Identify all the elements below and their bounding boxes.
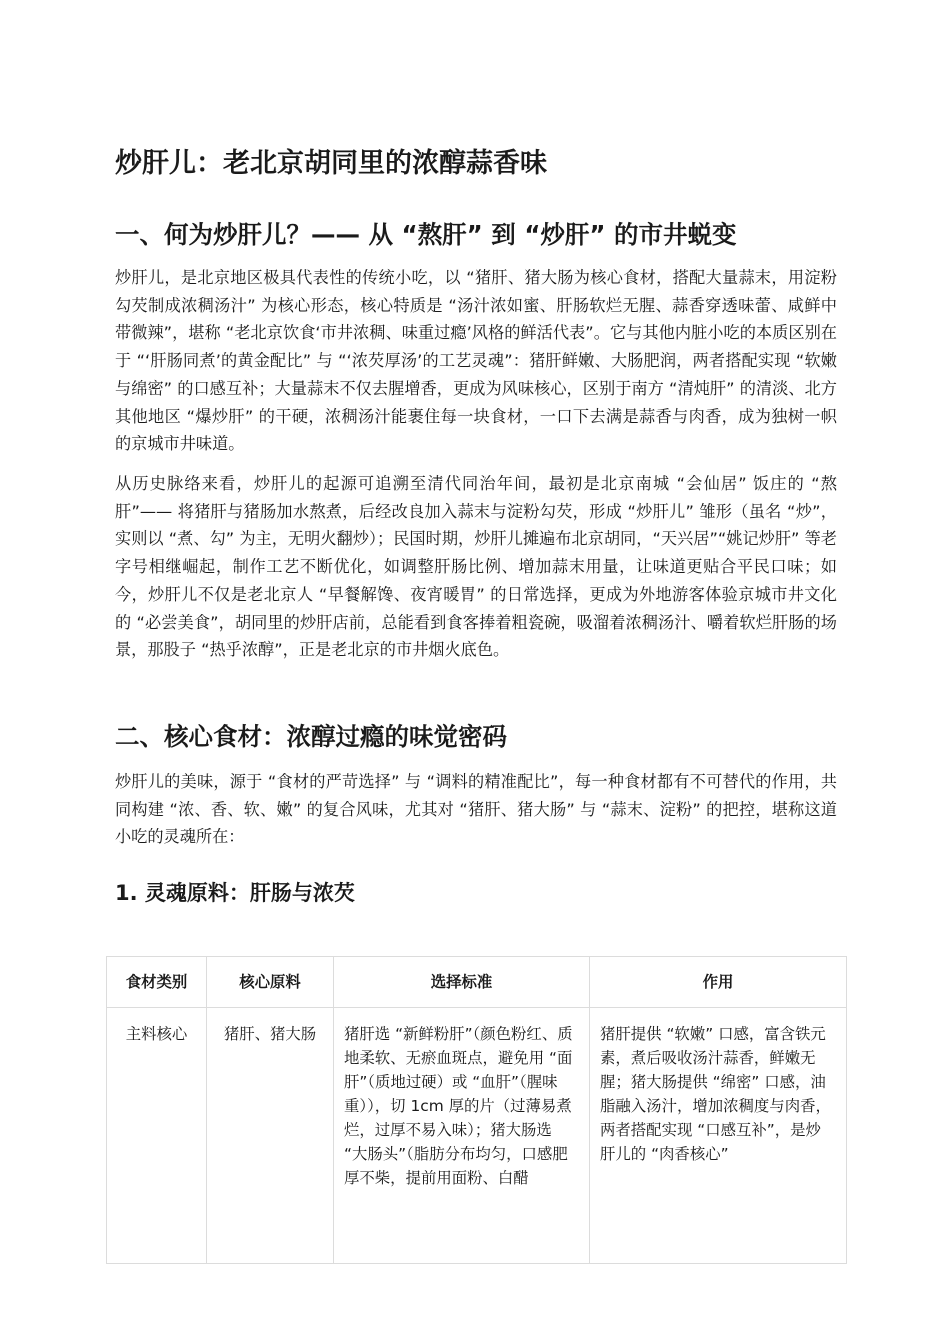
section-2-heading: 二、核心食材：浓醇过瘾的味觉密码 xyxy=(115,722,507,751)
section-1-paragraph-1: 炒肝儿，是北京地区极具代表性的传统小吃，以 “猪肝、猪大肠为核心食材，搭配大量蒜末，用淀粉勾芡制成浓稠汤汁” 为核心形态，核心特质是 “汤汁浓如蜜、肝肠软烂无腥、蒜香穿透味蕾、咸鲜中带微辣”，堪称 “老北京饮食‘市井浓稠、味重过瘾’风格的鲜活代表”。它与其他内脏小吃的本质区别在于 “‘肝肠同煮’的黄金配比” 与 “‘浓芡厚汤’的工艺灵魂”：猪肝鲜嫩、大肠肥润，两者搭配实现 “软嫩与绵密” 的口感互补；大量蒜末不仅去腥增香，更成为风味核心，区别于南方 “清炖肝” 的清淡、北方其他地区 “爆炒肝” 的干硬，浓稠汤汁能裹住每一块食材，一口下去满是蒜香与肉香，成为独树一帜的京城市井味道。 xyxy=(115,268,837,454)
ingredients-table xyxy=(106,956,847,1264)
document-title: 炒肝儿：老北京胡同里的浓醇蒜香味 xyxy=(115,148,547,179)
section-1-paragraph-2: 从历史脉络来看，炒肝儿的起源可追溯至清代同治年间，最初是北京南城 “会仙居” 饭庄的 “熬肝”—— 将猪肝与猪肠加水熬煮，后经改良加入蒜末与淀粉勾芡，形成 “炒肝儿” 雏形（虽名 “炒”，实则以 “煮、勾” 为主，无明火翻炒）；民国时期，炒肝儿摊遍布北京胡同，“天兴居”“姚记炒肝” 等老字号相继崛起，制作工艺不断优化，如调整肝肠比例、增加蒜末用量，让味道更贴合平民口味；如今，炒肝儿不仅是老北京人 “早餐解馋、夜宵暖胃” 的日常选择，更成为外地游客体验京城市井文化的 “必尝美食”，胡同里的炒肝店前，总能看到食客捧着粗瓷碗，吸溜着浓稠汤汁、嚼着软烂肝肠的场景，那股子 “热乎浓醇”，正是老北京的市井烟火底色。 xyxy=(115,474,837,660)
column-header-category: 食材类别 xyxy=(107,957,207,1008)
cell-category: 主料核心 xyxy=(107,1008,207,1264)
table-header-row xyxy=(107,957,847,1008)
cell-standard: 猪肝选 “新鲜粉肝”（颜色粉红、质地柔软、无瘀血斑点，避免用 “面肝”（质地过硬）或 “血肝”（腥味重）），切 1cm 厚的片（过薄易煮烂，过厚不易入味）；猪大肠选 “大肠头”（脂肪分布均匀，口感肥厚不柴，提前用面粉、白醋 xyxy=(334,1008,590,1264)
section-1-heading: 一、何为炒肝儿？—— 从 “熬肝” 到 “炒肝” 的市井蜕变 xyxy=(115,220,737,249)
section-2-paragraph-1: 炒肝儿的美味，源于 “食材的严苛选择” 与 “调料的精准配比”，每一种食材都有不可替代的作用，共同构建 “浓、香、软、嫩” 的复合风味，尤其对 “猪肝、猪大肠” 与 “蒜末、淀粉” 的把控，堪称这道小吃的灵魂所在： xyxy=(115,772,837,847)
cell-function: 猪肝提供 “软嫩” 口感，富含铁元素，煮后吸收汤汁蒜香，鲜嫩无腥；猪大肠提供 “绵密” 口感，油脂融入汤汁，增加浓稠度与肉香，两者搭配实现 “口感互补”，是炒肝儿的 “肉香核心” xyxy=(590,1008,847,1264)
column-header-ingredient: 核心原料 xyxy=(207,957,334,1008)
table-row xyxy=(107,1008,847,1264)
column-header-standard: 选择标准 xyxy=(334,957,590,1008)
subsection-1-heading: 1. 灵魂原料：肝肠与浓芡 xyxy=(115,881,355,905)
cell-ingredient: 猪肝、猪大肠 xyxy=(207,1008,334,1264)
column-header-function: 作用 xyxy=(590,957,847,1008)
